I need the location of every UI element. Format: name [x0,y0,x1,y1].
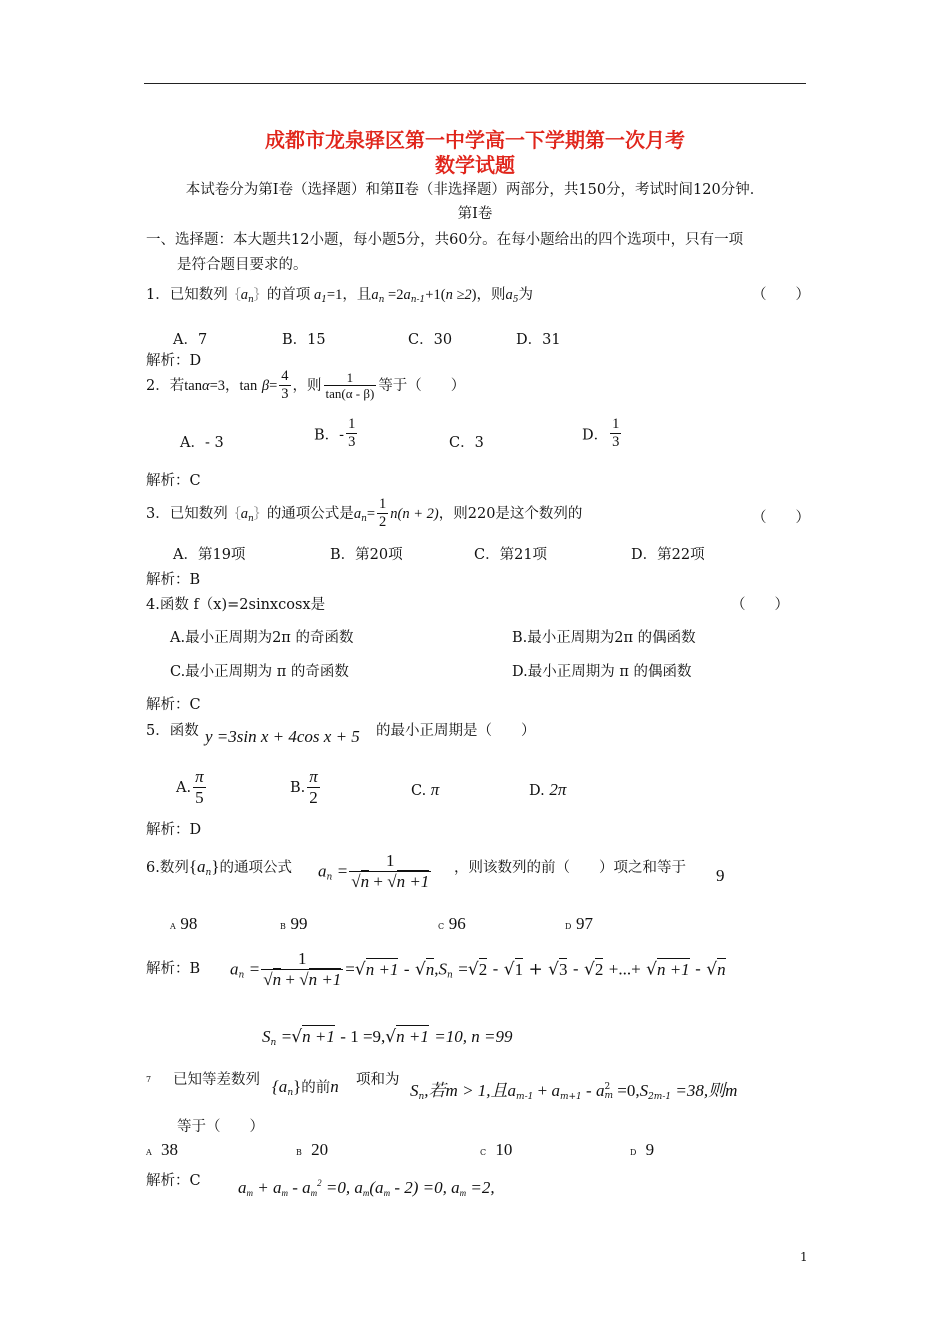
answer-1: 解析：D [146,353,202,369]
question-7-formula: $\{a_n\}$的前n [272,1077,339,1098]
page-subtitle: 数学试题 [435,153,515,177]
answer-3: 解析：B [146,572,201,588]
part-heading: 第Ⅰ卷 [457,206,493,222]
question-1-stem: 1．已知数列$\{a_n\}$的首项 $a_1=1$，且$a_n =2a_{n-1}+1(n \ge 2)$，则$a_5$为 [146,287,533,305]
option-c: C.最小正周期为 π 的奇函数 [170,664,349,680]
option-b: B. $\frac{\pi}{2}$ [290,767,318,807]
answer-7: 解析：C [146,1173,201,1189]
solution-7: $a_m + a_m - a_m^2 =0$, $a_m(a_m - 2) =0$, $a_m =2$, [238,1178,495,1198]
option-b: B.最小正周期为2π 的偶函数 [512,630,696,646]
question-5-expression: y =3sin x + 4cos x + 5 [205,727,360,746]
exam-intro: 本试卷分为第Ⅰ卷（选择题）和第Ⅱ卷（非选择题）两部分，共150分，考试时间120分钟． [185,182,765,198]
question-7-stem: 已知等差数列 [173,1072,260,1088]
option-c: C. π [411,780,440,799]
question-2-stem: 2．若tanα=3，tan β= $\frac{4}{3}$ ，则 $\frac{1}{\tan(\alpha - \beta)}$ 等于（ ） [146,368,466,402]
option-d: D 97 [565,914,594,933]
option-b: B．15 [282,332,326,348]
option-a: A.最小正周期为2π 的奇函数 [170,630,354,646]
option-a: A. $\frac{\pi}{5}$ [176,767,204,807]
question-3-stem: 3．已知数列$\{a_n\}$的通项公式是$a_n=$ $\frac{1}{2}$ n(n + 2)，则220是这个数列的 [146,496,583,530]
header-rule [144,83,806,84]
option-a: A 38 [146,1140,178,1159]
question-7-stem-mid: 项和为 [356,1072,400,1088]
answer-paren: （ ） [752,287,810,303]
option-d: D．第22项 [631,547,705,563]
question-6-sum: 9 [716,866,725,885]
question-6-stem-start: 6.数列$\{a_n\}$的通项公式 [146,857,292,878]
option-c: C．3 [449,435,484,451]
option-b: B．第20项 [330,547,403,563]
question-7-number: 7 [146,1075,152,1084]
option-b: B 99 [280,914,308,933]
page-title: 成都市龙泉驿区第一中学高一下学期第一次月考 [265,128,685,152]
answer-4: 解析：C [146,697,201,713]
option-d: D． $\frac{1}{3}$ [582,416,620,450]
option-c: C 10 [480,1140,513,1159]
question-7-condition: $S_n$,若m > 1,且$a_{m-1} + a_{m+1} - a$ 2 m $=0,S_{2m-1} =38$,则m [410,1081,738,1102]
option-d: D.最小正周期为 π 的偶函数 [512,664,692,680]
option-a: A 98 [170,914,198,933]
option-c: C．第21项 [474,547,548,563]
option-d: D 9 [630,1140,655,1159]
option-a: A．第19项 [173,547,246,563]
answer-paren: （ ） [752,510,810,526]
option-c: C 96 [438,914,466,933]
question-4-stem: 4.函数 f（x)=2sinxcosx是 [146,597,326,613]
answer-5: 解析：D [146,822,202,838]
section-instruction-cont: 是符合题目要求的。 [177,257,308,273]
option-b: B．- $\frac{1}{3}$ [314,416,356,450]
question-6-formula: $a_n$ = $\frac{1}{√n + √n +1}$ [318,851,430,891]
question-5-tail: 的最小正周期是（ ） [376,723,536,739]
option-c: C．30 [408,332,453,348]
question-6-stem-end: ，则该数列的前（ ）项之和等于 [454,860,686,876]
answer-6: 解析：B [146,961,201,977]
page-number: 1 [800,1250,808,1264]
option-a: A．7 [173,332,208,348]
section-instruction: 一、选择题：本大题共12小题，每小题5分，共60分。在每小题给出的四个选项中，只有一项 [146,232,744,248]
question-5-stem: 5．函数 [146,723,199,739]
answer-paren: （ ） [731,597,789,613]
question-7-stem-end: 等于（ ） [177,1119,264,1135]
answer-2: 解析：C [146,473,201,489]
option-b: B 20 [296,1140,329,1159]
solution-6-line1: $a_n$ = $\frac{1}{√n + √n +1}$ $=√n +1 - √n,S_n =√2 - √1 + √3 - √2$ +...+ √n +1 - √n [230,949,726,989]
solution-6-line2: $S_n =√n +1 - 1 =9,√n +1 =10$, n =99 [262,1027,513,1048]
option-d: D. 2π [529,780,567,799]
option-d: D．31 [516,332,561,348]
option-a: A．- 3 [180,435,224,451]
